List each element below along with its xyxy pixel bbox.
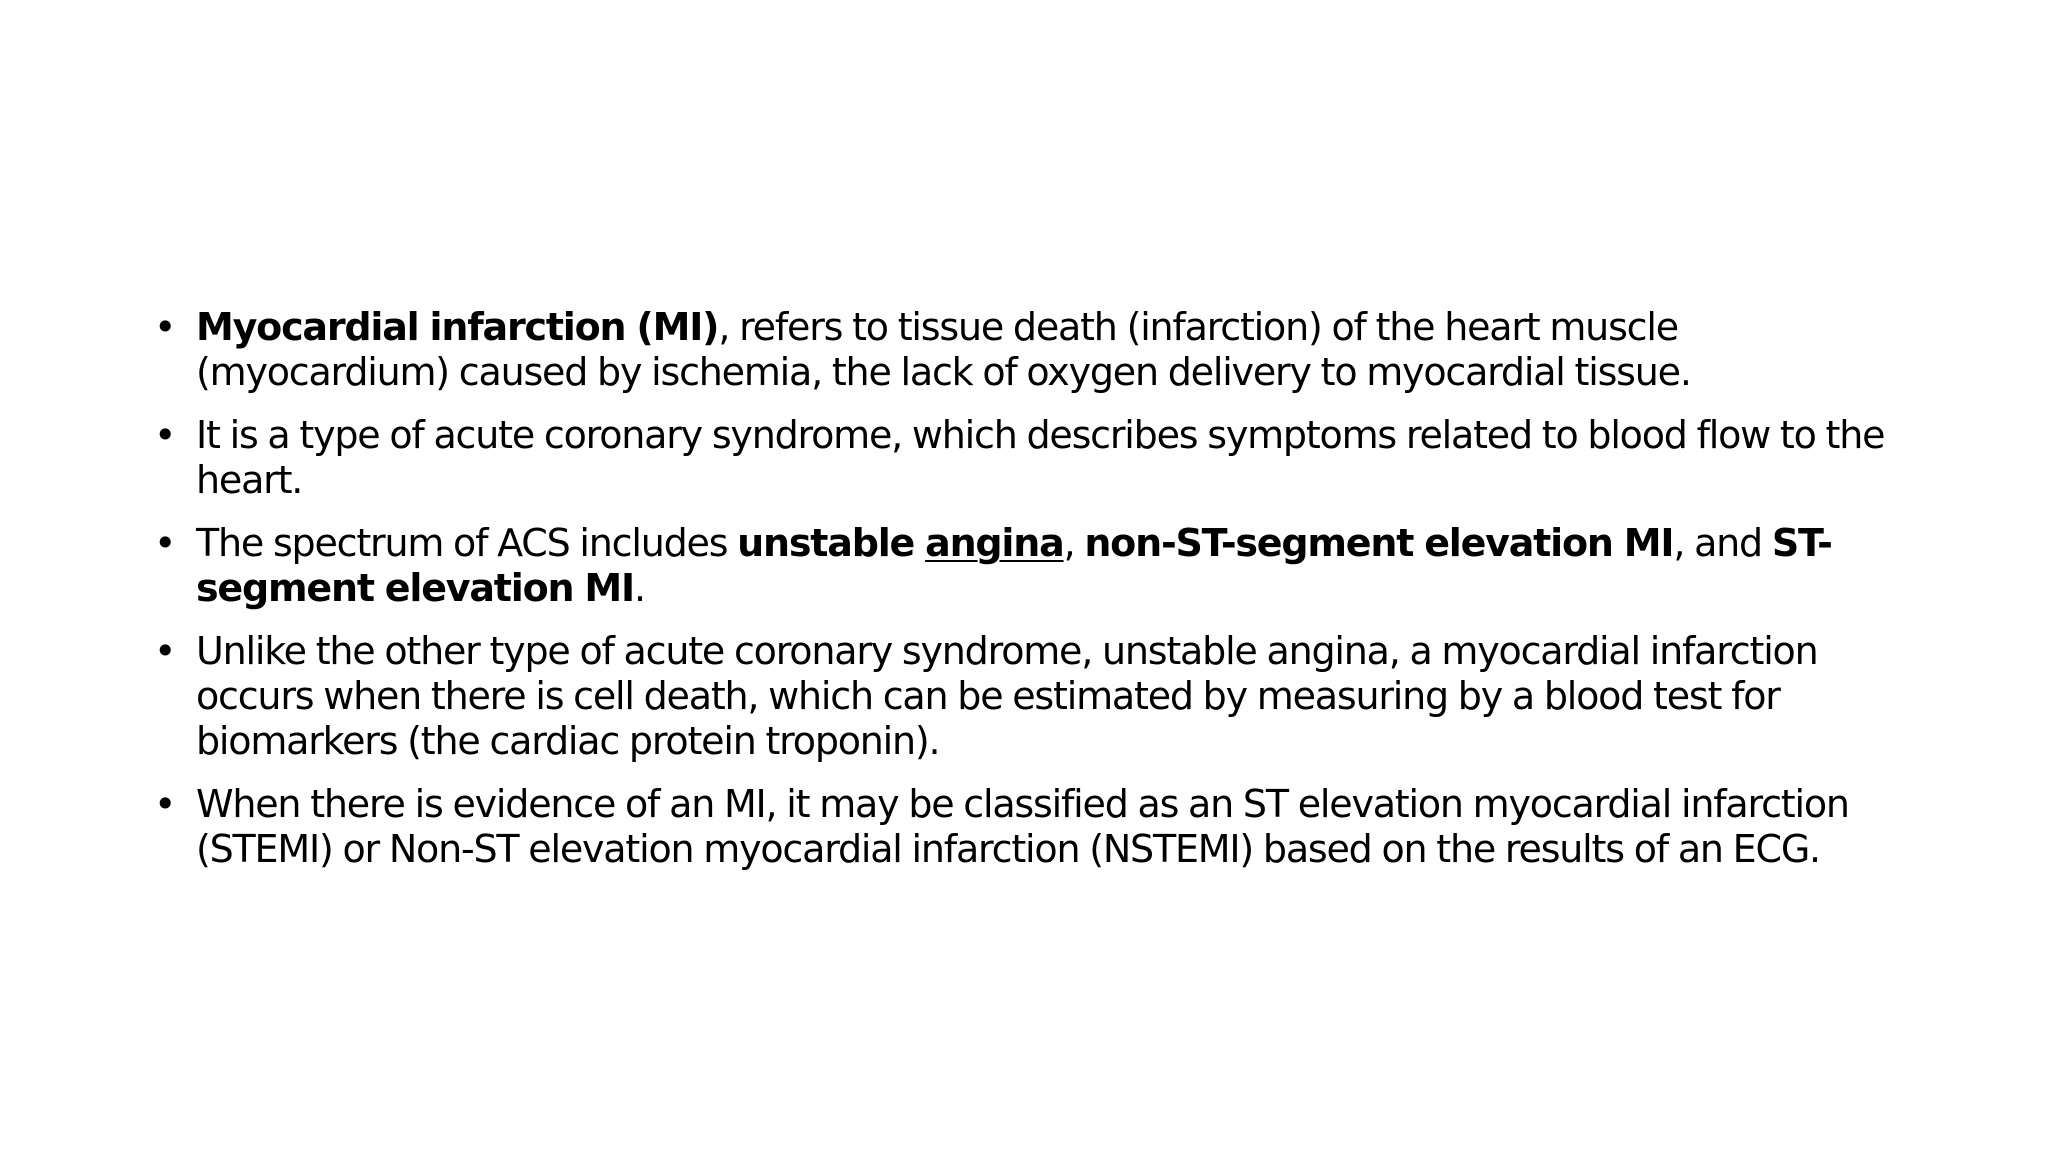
- bullet-item: [152, 629, 1912, 764]
- bullet-bold-term: non-ST-segment elevation MI: [1084, 521, 1674, 565]
- bullet-dot: •: [154, 521, 176, 565]
- bullet-bold-term: Myocardial infarction (MI): [196, 305, 719, 349]
- bullet-underlined-term: angina: [925, 521, 1064, 565]
- bullet-item: [152, 413, 1912, 503]
- bullet-bold-term: ST-segment elevation MI: [196, 521, 1832, 610]
- bullet-text: It is a type of acute coronary syndrome, which describes symptoms related to blood flow to the heart.: [196, 413, 1885, 502]
- bullet-text: The spectrum of ACS includes: [196, 521, 738, 565]
- bullet-list: [152, 305, 1912, 890]
- bullet-text: , refers to tissue death (infarction) of the heart muscle (myocardium) caused by ischemia, the lack of oxygen delivery to myocardial tissue.: [196, 305, 1691, 394]
- bullet-dot: •: [154, 305, 176, 349]
- bullet-dot: •: [154, 782, 176, 826]
- bullet-text: Unlike the other type of acute coronary syndrome, unstable angina, a myocardial infarction occurs when there is cell death, which can be estimated by measuring by a blood test for biomarkers (the cardiac protein troponin).: [196, 629, 1818, 763]
- bullet-text: , and: [1673, 521, 1772, 565]
- bullet-text: .: [633, 566, 645, 610]
- bullet-text: ,: [1063, 521, 1085, 565]
- bullet-item: [152, 521, 1912, 611]
- bullet-item: [152, 305, 1912, 395]
- bullet-item: [152, 782, 1912, 872]
- bullet-dot: •: [154, 629, 176, 673]
- bullet-bold-term: unstable: [737, 521, 926, 565]
- bullet-dot: •: [154, 413, 176, 457]
- bullet-text: When there is evidence of an MI, it may be classified as an ST elevation myocardial infarction (STEMI) or Non-ST elevation myocardial infarction (NSTEMI) based on the results of an ECG.: [196, 782, 1849, 871]
